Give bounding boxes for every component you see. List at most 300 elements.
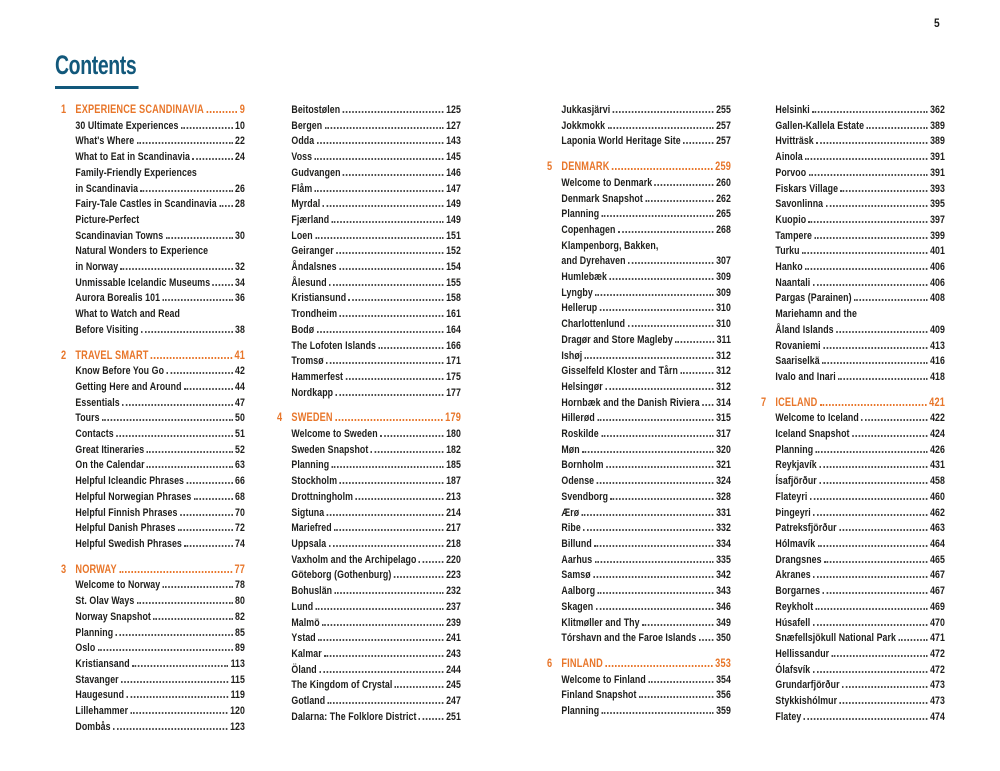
toc-entry[interactable] (277, 197, 461, 213)
toc-entry[interactable] (277, 166, 461, 182)
toc-entry[interactable] (547, 333, 731, 349)
dot-leader (324, 655, 444, 657)
entry-page: 416 (930, 355, 945, 368)
entry-label: Haugesund (75, 689, 125, 702)
entry-label: Planning (561, 208, 600, 221)
dot-leader (121, 681, 228, 683)
entry-page: 66 (235, 475, 245, 488)
toc-entry[interactable] (547, 673, 731, 689)
entry-label: Kristiansund (291, 292, 347, 305)
entry-label: Hammerfest (291, 370, 344, 383)
dot-leader (395, 686, 444, 688)
toc-entry[interactable] (547, 317, 731, 333)
dot-leader (378, 347, 443, 349)
dot-leader (147, 451, 233, 453)
toc-entry[interactable] (547, 443, 731, 459)
toc-entry[interactable] (61, 396, 245, 412)
toc-section[interactable] (761, 396, 945, 412)
dot-leader (339, 268, 444, 270)
toc-entry[interactable] (761, 307, 945, 338)
dot-leader (178, 529, 233, 531)
dot-leader (642, 624, 714, 626)
toc-entry[interactable] (547, 490, 731, 506)
dot-leader (332, 221, 444, 223)
entry-page: 408 (930, 292, 945, 305)
entry-label: Lund (291, 600, 314, 613)
dot-leader (371, 451, 444, 453)
toc-entry[interactable] (277, 182, 461, 198)
toc-entry[interactable] (761, 490, 945, 506)
dot-leader (343, 174, 444, 176)
dot-leader (600, 309, 714, 311)
toc-entry[interactable] (277, 443, 461, 459)
entry-label: Fjærland (291, 213, 330, 226)
entry-page: 260 (716, 176, 731, 189)
toc-entry[interactable] (61, 380, 245, 396)
entry-label: Bohuslän (291, 585, 333, 598)
toc-entry[interactable] (277, 537, 461, 553)
toc-entry[interactable] (547, 688, 731, 704)
entry-page: 146 (446, 166, 461, 179)
entry-page: 393 (930, 182, 945, 195)
entry-label: Nordkapp (291, 386, 334, 399)
entry-label: Hillerød (561, 412, 595, 425)
toc-entry[interactable] (547, 119, 731, 135)
toc-entry[interactable] (277, 103, 461, 119)
toc-entry[interactable] (277, 134, 461, 150)
dot-leader (601, 435, 714, 437)
toc-entry[interactable] (277, 150, 461, 166)
toc-entry[interactable] (61, 704, 245, 720)
entry-label: Húsafell (775, 616, 811, 629)
toc-entry[interactable] (61, 307, 245, 338)
toc-entry[interactable] (761, 474, 945, 490)
dot-leader (162, 299, 232, 301)
toc-section[interactable] (277, 411, 461, 427)
entry-label: Kalmar (291, 647, 322, 660)
entry-page: 389 (930, 119, 945, 132)
dot-leader (186, 482, 232, 484)
toc-entry[interactable] (61, 244, 245, 275)
entry-page: 32 (235, 261, 245, 274)
dot-leader (639, 696, 714, 698)
dot-leader (132, 665, 228, 667)
dot-leader (836, 331, 928, 333)
entry-page: 152 (446, 245, 461, 258)
dot-leader (153, 618, 232, 620)
entry-label: Møn (561, 443, 580, 456)
entry-label: Copenhagen (561, 223, 616, 236)
entry-page: 332 (716, 522, 731, 535)
entry-page: 470 (930, 616, 945, 629)
dot-leader (699, 639, 714, 641)
toc-entry[interactable] (761, 103, 945, 119)
toc-entry[interactable] (547, 427, 731, 443)
toc-entry[interactable] (547, 207, 731, 223)
toc-entry[interactable] (277, 339, 461, 355)
dot-leader (343, 111, 444, 113)
toc-entry[interactable] (761, 229, 945, 245)
toc-entry[interactable] (547, 584, 731, 600)
dot-leader (823, 592, 928, 594)
toc-entry[interactable] (61, 594, 245, 610)
toc-entry[interactable] (547, 380, 731, 396)
toc-entry[interactable] (61, 364, 245, 380)
entry-page: 312 (716, 349, 731, 362)
toc-section[interactable] (547, 160, 731, 176)
toc-entry[interactable] (547, 286, 731, 302)
entry-page: 47 (235, 396, 245, 409)
toc-entry[interactable] (277, 458, 461, 474)
dot-leader (329, 284, 444, 286)
entry-page: 245 (446, 679, 461, 692)
dot-leader (898, 639, 927, 641)
toc-entry[interactable] (61, 657, 245, 673)
toc-entry[interactable] (547, 396, 731, 412)
toc-entry-line-1 (75, 307, 245, 323)
toc-entry[interactable] (547, 176, 731, 192)
entry-page: 80 (235, 595, 245, 608)
toc-entry-line-2 (75, 260, 245, 276)
toc-entry[interactable] (547, 631, 731, 647)
toc-entry[interactable] (277, 678, 461, 694)
toc-entry[interactable] (277, 291, 461, 307)
entry-label: Flatey (775, 710, 802, 723)
dot-leader (315, 190, 444, 192)
toc-entry[interactable] (277, 600, 461, 616)
entry-page: 391 (930, 151, 945, 164)
toc-entry[interactable] (761, 584, 945, 600)
entry-page: 422 (930, 412, 945, 425)
entry-page: 166 (446, 339, 461, 352)
toc-entry[interactable] (761, 631, 945, 647)
toc-entry[interactable] (61, 578, 245, 594)
entry-page: 143 (446, 135, 461, 148)
toc-entry[interactable] (61, 443, 245, 459)
dot-leader (349, 299, 444, 301)
entry-label: Humlebæk (561, 271, 608, 284)
toc-entry[interactable] (547, 458, 731, 474)
toc-entry[interactable] (547, 411, 731, 427)
toc-entry[interactable] (761, 647, 945, 663)
toc-entry[interactable] (547, 192, 731, 208)
entry-label: Essentials (75, 396, 120, 409)
toc-entry[interactable] (277, 276, 461, 292)
dot-leader (151, 357, 232, 359)
toc-column-3 (547, 103, 731, 720)
toc-entry[interactable] (277, 631, 461, 647)
entry-label: Picture-Perfect (75, 213, 140, 226)
toc-entry-line-1 (75, 213, 245, 229)
entry-page: 119 (230, 689, 245, 702)
toc-entry[interactable] (761, 553, 945, 569)
entry-label: Göteborg (Gothenburg) (291, 569, 392, 582)
toc-entry[interactable] (761, 134, 945, 150)
entry-label: Helpful Swedish Phrases (75, 537, 182, 550)
toc-entry[interactable] (761, 663, 945, 679)
entry-label: Great Itineraries (75, 443, 145, 456)
toc-entry[interactable] (61, 474, 245, 490)
toc-section[interactable] (61, 349, 245, 365)
toc-entry[interactable] (277, 553, 461, 569)
toc-entry[interactable] (761, 506, 945, 522)
entry-label: Kristiansand (75, 657, 130, 670)
toc-entry[interactable] (547, 301, 731, 317)
entry-label: Hornbæk and the Danish Riviera (561, 396, 700, 409)
entry-label: What's Where (75, 135, 135, 148)
entry-page: 125 (446, 104, 461, 116)
toc-entry[interactable] (61, 411, 245, 427)
toc-entry[interactable] (277, 229, 461, 245)
toc-entry[interactable] (277, 616, 461, 632)
toc-entry[interactable] (547, 506, 731, 522)
toc-entry[interactable] (761, 443, 945, 459)
toc-entry[interactable] (761, 678, 945, 694)
toc-entry[interactable] (547, 568, 731, 584)
toc-entry[interactable] (277, 506, 461, 522)
dot-leader (605, 388, 714, 390)
entry-label: The Lofoten Islands (291, 339, 377, 352)
entry-label: Aurora Borealis 101 (75, 292, 161, 305)
entry-label: Tampere (775, 229, 812, 242)
entry-page: 324 (716, 475, 731, 488)
dot-leader (805, 158, 928, 160)
toc-entry[interactable] (277, 568, 461, 584)
entry-page: 307 (716, 255, 731, 268)
dot-leader (610, 498, 713, 500)
dot-leader (602, 215, 714, 217)
entry-label: Family-Friendly Experiences (75, 166, 197, 179)
toc-entry[interactable] (61, 291, 245, 307)
toc-entry[interactable] (61, 166, 245, 197)
toc-entry[interactable] (761, 427, 945, 443)
entry-label: Åland Islands (775, 323, 834, 336)
toc-section[interactable] (61, 103, 245, 119)
entry-label: Norway Snapshot (75, 610, 151, 623)
toc-entry[interactable] (61, 427, 245, 443)
toc-entry[interactable] (277, 694, 461, 710)
toc-entry[interactable] (761, 276, 945, 292)
toc-entry[interactable] (277, 710, 461, 726)
toc-entry[interactable] (761, 710, 945, 726)
toc-entry[interactable] (61, 134, 245, 150)
toc-entry[interactable] (61, 521, 245, 537)
toc-entry[interactable] (761, 197, 945, 213)
entry-page: 471 (930, 632, 945, 645)
toc-entry[interactable] (547, 616, 731, 632)
toc-entry[interactable] (61, 610, 245, 626)
entry-label: Gisselfeld Kloster and Tårn (561, 365, 678, 378)
toc-entry[interactable] (61, 276, 245, 292)
entry-page: 123 (230, 720, 245, 733)
toc-entry[interactable] (277, 584, 461, 600)
entry-page: 89 (235, 642, 245, 655)
toc-entry[interactable] (547, 239, 731, 270)
toc-entry[interactable] (761, 339, 945, 355)
toc-entry[interactable] (277, 119, 461, 135)
dot-leader (839, 529, 928, 531)
entry-page: 399 (930, 229, 945, 242)
toc-entry[interactable] (61, 641, 245, 657)
entry-page: 321 (716, 459, 731, 472)
toc-entry[interactable] (61, 537, 245, 553)
section-page: 179 (445, 412, 461, 425)
entry-page: 350 (716, 632, 731, 645)
dot-leader (181, 127, 233, 129)
dot-leader (141, 331, 233, 333)
toc-entry[interactable] (277, 244, 461, 260)
toc-entry[interactable] (61, 720, 245, 736)
toc-entry[interactable] (277, 260, 461, 276)
toc-entry[interactable] (761, 119, 945, 135)
entry-label: in Norway (75, 261, 119, 274)
entry-page: 28 (235, 198, 245, 211)
entry-page: 38 (235, 323, 245, 336)
toc-entry[interactable] (761, 537, 945, 553)
toc-entry[interactable] (761, 458, 945, 474)
toc-entry[interactable] (761, 166, 945, 182)
toc-entry[interactable] (761, 150, 945, 166)
toc-entry[interactable] (277, 427, 461, 443)
toc-entry[interactable] (277, 647, 461, 663)
dot-leader (852, 435, 928, 437)
toc-section[interactable] (61, 563, 245, 579)
toc-entry[interactable] (761, 370, 945, 386)
toc-entry[interactable] (761, 521, 945, 537)
toc-entry[interactable] (547, 704, 731, 720)
toc-entry[interactable] (61, 150, 245, 166)
entry-label: Kuopio (775, 213, 807, 226)
entry-page: 24 (235, 151, 245, 164)
toc-entry[interactable] (61, 213, 245, 244)
toc-entry[interactable] (277, 474, 461, 490)
entry-label: Tórshavn and the Faroe Islands (561, 632, 697, 645)
toc-entry[interactable] (547, 103, 731, 119)
toc-entry[interactable] (61, 626, 245, 642)
toc-entry[interactable] (547, 537, 731, 553)
dot-leader (184, 388, 233, 390)
dot-leader (163, 586, 233, 588)
entry-label: Fiskars Village (775, 182, 839, 195)
toc-entry[interactable] (547, 474, 731, 490)
toc-entry-line-2 (75, 182, 245, 198)
toc-entry[interactable] (547, 270, 731, 286)
entry-page: 42 (235, 365, 245, 378)
entry-label: Loen (291, 229, 313, 242)
toc-entry[interactable] (277, 521, 461, 537)
toc-entry[interactable] (61, 490, 245, 506)
entry-label: Bergen (291, 119, 323, 132)
entry-page: 171 (446, 355, 461, 368)
entry-label: Helpful Icleandic Phrases (75, 475, 185, 488)
entry-page: 310 (716, 302, 731, 315)
toc-entry[interactable] (61, 458, 245, 474)
entry-label: Flåm (291, 182, 313, 195)
dot-leader (121, 268, 233, 270)
entry-page: 409 (930, 323, 945, 336)
toc-entry[interactable] (61, 197, 245, 213)
dot-leader (675, 341, 714, 343)
toc-entry[interactable] (277, 490, 461, 506)
toc-entry[interactable] (61, 119, 245, 135)
dot-leader (832, 655, 928, 657)
dot-leader (340, 315, 444, 317)
entry-page: 356 (716, 689, 731, 702)
entry-page: 50 (235, 412, 245, 425)
entry-label: Planning (561, 705, 600, 718)
toc-entry[interactable] (277, 354, 461, 370)
toc-entry[interactable] (761, 260, 945, 276)
toc-entry[interactable] (761, 616, 945, 632)
dot-leader (702, 404, 714, 406)
dot-leader (126, 696, 228, 698)
section-label: NORWAY (75, 563, 117, 576)
toc-entry[interactable] (761, 291, 945, 307)
toc-entry[interactable] (761, 600, 945, 616)
dot-leader (585, 357, 714, 359)
dot-leader (818, 545, 928, 547)
dot-leader (607, 127, 713, 129)
toc-entry[interactable] (761, 568, 945, 584)
entry-page: 155 (446, 276, 461, 289)
dot-leader (595, 294, 713, 296)
toc-entry[interactable] (761, 244, 945, 260)
dot-leader (335, 419, 443, 421)
toc-entry[interactable] (61, 506, 245, 522)
dot-leader (628, 325, 714, 327)
page-number: 5 (934, 16, 940, 30)
toc-entry[interactable] (277, 307, 461, 323)
toc-entry[interactable] (277, 663, 461, 679)
entry-label: Þingeyri (775, 506, 811, 519)
toc-entry[interactable] (277, 213, 461, 229)
toc-entry[interactable] (547, 553, 731, 569)
toc-entry[interactable] (761, 354, 945, 370)
entry-label: Ishøj (561, 349, 583, 362)
toc-entry[interactable] (277, 386, 461, 402)
toc-entry[interactable] (547, 223, 731, 239)
entry-page: 257 (716, 119, 731, 132)
toc-entry[interactable] (61, 673, 245, 689)
toc-entry[interactable] (761, 411, 945, 427)
toc-entry[interactable] (277, 370, 461, 386)
section-page: 353 (715, 657, 731, 670)
entry-page: 401 (930, 245, 945, 258)
toc-entry[interactable] (547, 521, 731, 537)
entry-label: What to Watch and Read (75, 308, 180, 321)
toc-entry[interactable] (61, 688, 245, 704)
entry-page: 309 (716, 286, 731, 299)
toc-entry[interactable] (761, 182, 945, 198)
toc-entry[interactable] (761, 694, 945, 710)
toc-section[interactable] (547, 657, 731, 673)
entry-label: Naantali (775, 276, 811, 289)
toc-entry[interactable] (761, 213, 945, 229)
dot-leader (609, 278, 713, 280)
entry-page: 10 (235, 119, 245, 132)
entry-label: Snæfellsjökull National Park (775, 632, 896, 645)
toc-entry[interactable] (277, 323, 461, 339)
toc-entry[interactable] (547, 600, 731, 616)
entry-page: 467 (930, 585, 945, 598)
dot-leader (813, 624, 928, 626)
toc-entry[interactable] (547, 134, 731, 150)
entry-page: 431 (930, 459, 945, 472)
entry-page: 460 (930, 490, 945, 503)
toc-entry[interactable] (547, 364, 731, 380)
toc-entry[interactable] (547, 349, 731, 365)
entry-page: 406 (930, 276, 945, 289)
